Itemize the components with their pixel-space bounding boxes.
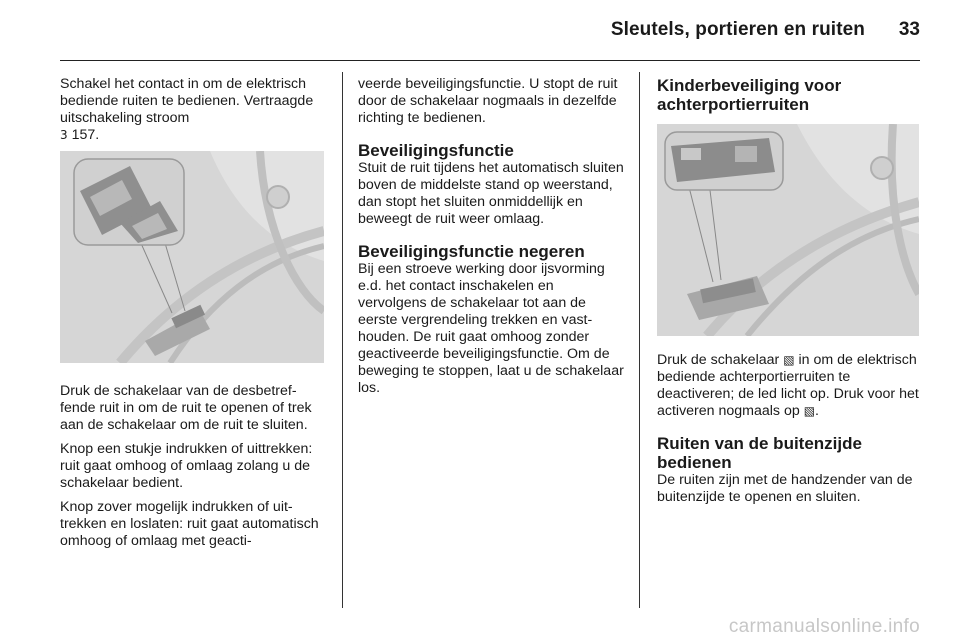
child-lock-icon: ▧ [803, 404, 816, 418]
paragraph [60, 76, 326, 144]
paragraph: veerde beveiligingsfunctie. U stopt de ruit door de schakelaar nogmaals in dezelfde richting te bedienen. [358, 76, 618, 126]
paragraph [657, 352, 920, 420]
paragraph: De ruiten zijn met de handzender van de buitenzijde te openen en sluiten. [657, 472, 913, 505]
column-divider-2 [639, 72, 640, 608]
window-switch-illustration [60, 151, 324, 363]
header-rule [60, 60, 920, 61]
paragraph: Druk de schakelaar van de desbetreffende ruit in om de ruit te openen of trek aan de schakelaar om de ruit te sluiten. [60, 383, 312, 433]
section-heading: Beveiligingsfunctie [358, 141, 514, 160]
paragraph-text: Druk de schakelaar [657, 352, 780, 368]
section-heading: Kinderbeveiliging voor achterportierruiten [657, 76, 842, 114]
paragraph: Knop zover mogelijk indrukken of uittrekken en loslaten: ruit gaat automatisch omhoog of omlaag met geacti- [60, 499, 319, 549]
page-reference-icon: 3 [60, 128, 68, 142]
column-divider-1 [342, 72, 343, 608]
watermark: carmanualsonline.info [728, 616, 920, 637]
paragraph-text: Schakel het contact in om de elektrisch bediende ruiten te bedienen. Vertraagde uitschakeling stroom [60, 76, 314, 126]
page-header-title: Sleutels, portieren en ruiten [610, 19, 865, 40]
child-lock-illustration [657, 124, 919, 336]
paragraph: Bij een stroeve werking door ijsvorming e.d. het contact inschakelen en vervolgens de schakelaar tot aan de eerste vergrendeling trekken en vasthouden. De ruit gaat omhoog zonder geactiveerde beveiligingsfunctie. Om de beweging te stoppen, laat u de schakelaar los. [358, 261, 624, 396]
page-reference[interactable]: 157. [71, 127, 100, 143]
column-2 [358, 76, 624, 404]
section-heading: Beveiligingsfunctie negeren [358, 242, 585, 261]
paragraph: Knop een stukje indrukken of uittrekken: ruit gaat omhoog of omlaag zolang u de schakelaar bedient. [60, 441, 313, 491]
paragraph-text: in om de elektrisch bediende achterportierruiten te deactiveren; de led licht op. Druk voor het activeren nogmaals op [657, 352, 919, 419]
page-number: 33 [898, 19, 920, 40]
section-heading: Ruiten van de buitenzijde bedienen [657, 434, 862, 472]
column-1 [60, 76, 326, 557]
child-lock-icon: ▧ [783, 353, 795, 367]
column-3 [657, 76, 920, 513]
paragraph: Stuit de ruit tijdens het automatisch sluiten boven de middelste stand op weerstand, dan stopt het sluiten onmiddellijk en beweegt de ruit weer omlaag. [358, 160, 624, 227]
paragraph-text: . [815, 403, 819, 419]
